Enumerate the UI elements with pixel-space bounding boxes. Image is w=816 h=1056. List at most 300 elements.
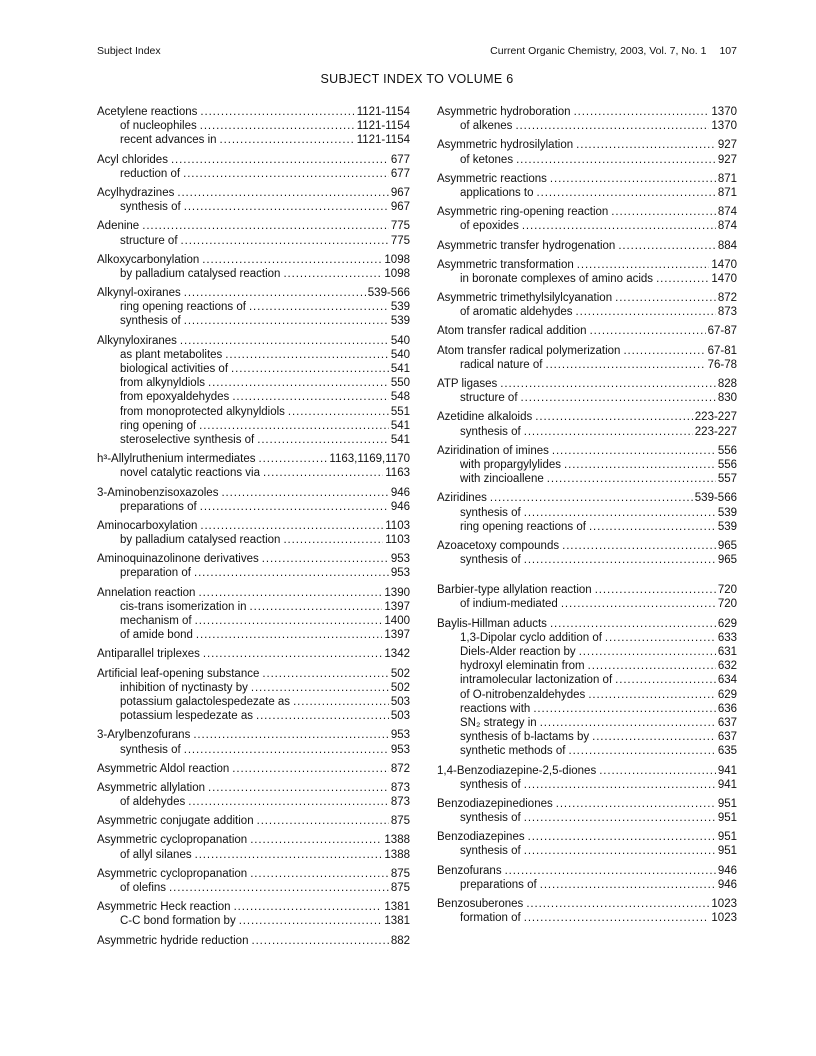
dot-leader xyxy=(528,830,716,844)
dot-leader xyxy=(180,334,389,348)
index-entry-row xyxy=(97,486,410,500)
index-subentry-row xyxy=(97,267,410,281)
index-entry-row xyxy=(437,291,737,305)
entry-page-number: 946 xyxy=(390,500,410,513)
entry-term: by palladium catalysed reaction xyxy=(120,267,281,280)
entry-page-number: 1098 xyxy=(384,253,410,266)
entry-term: Baylis-Hillman aducts xyxy=(437,617,547,630)
dot-leader xyxy=(181,234,389,248)
entry-page-number: 541 xyxy=(390,363,410,375)
entry-term: synthesis of xyxy=(460,845,521,858)
dot-leader xyxy=(200,119,355,133)
entry-term: Barbier-type allylation reaction xyxy=(437,584,592,597)
index-entry-group xyxy=(97,814,410,828)
index-entry-group xyxy=(97,867,410,895)
entry-term: Acetylene reactions xyxy=(97,106,198,118)
index-subentry-row xyxy=(437,425,737,439)
index-subentry-row xyxy=(97,566,410,580)
entry-term: Artificial leaf-opening substance xyxy=(97,667,260,680)
index-subentry-row xyxy=(97,614,410,628)
entry-page-number: 637 xyxy=(717,716,737,729)
entry-term: cis-trans isomerization in xyxy=(120,600,247,613)
dot-leader xyxy=(552,444,716,458)
index-subentry-row xyxy=(97,133,410,147)
entry-term: mechanism of xyxy=(120,615,192,627)
entry-page-number: 634 xyxy=(717,674,737,687)
dot-leader xyxy=(193,728,388,742)
dot-leader xyxy=(589,520,716,534)
dot-leader xyxy=(251,681,389,695)
index-entry-group xyxy=(437,377,737,405)
entry-page-number: 557 xyxy=(717,473,737,486)
entry-term: Asymmetric hydroboration xyxy=(437,106,571,118)
index-entry-group xyxy=(97,253,410,281)
dot-leader xyxy=(500,377,716,391)
index-subentry-row xyxy=(437,645,737,659)
dot-leader xyxy=(183,167,389,181)
entry-page-number: 223-227 xyxy=(694,425,737,438)
entry-term: from monoprotected alkynyldiols xyxy=(120,405,285,418)
dot-leader xyxy=(576,138,716,152)
index-entry-group xyxy=(437,617,737,759)
index-subentry-row xyxy=(437,844,737,858)
entry-term: synthetic methods of xyxy=(460,745,566,758)
entry-term: in boronate complexes of amino acids xyxy=(460,272,654,285)
index-entry-row xyxy=(437,172,737,186)
entry-page-number: 1381 xyxy=(384,901,410,914)
index-entry-row xyxy=(437,617,737,631)
entry-page-number: 967 xyxy=(390,186,410,199)
index-entry-group xyxy=(97,667,410,724)
dot-leader xyxy=(537,186,716,200)
dot-leader xyxy=(200,500,389,514)
index-entry-row xyxy=(437,830,737,844)
dot-leader xyxy=(618,239,715,253)
entry-page-number: 1381 xyxy=(384,915,410,928)
index-subentry-row xyxy=(97,167,410,181)
entry-page-number: 953 xyxy=(390,553,410,566)
entry-term: Alkynyloxiranes xyxy=(97,334,177,347)
entry-term: synthesis of xyxy=(120,743,181,756)
index-entry-row xyxy=(97,781,410,795)
entry-page-number: 951 xyxy=(717,812,737,825)
dot-leader xyxy=(545,358,705,372)
entry-page-number: 502 xyxy=(390,667,410,680)
index-subentry-row xyxy=(437,458,737,472)
dot-leader xyxy=(524,425,693,439)
dot-leader xyxy=(188,795,389,809)
dot-leader xyxy=(576,305,716,319)
dot-leader xyxy=(208,376,389,390)
entry-term: Asymmetric transfer hydrogenation xyxy=(437,239,616,252)
index-entry-row xyxy=(437,797,737,811)
dot-leader xyxy=(263,466,383,480)
dot-leader xyxy=(231,362,389,376)
index-subentry-row xyxy=(97,300,410,314)
running-head-left: Subject Index xyxy=(97,45,161,57)
dot-leader xyxy=(200,105,354,119)
entry-page-number: 871 xyxy=(717,172,737,185)
dot-leader xyxy=(250,867,389,881)
entry-term: Acyl chlorides xyxy=(97,153,168,166)
index-subentry-row xyxy=(437,778,737,792)
index-subentry-row xyxy=(97,881,410,895)
dot-leader xyxy=(588,659,716,673)
dot-leader xyxy=(656,272,709,286)
dot-leader xyxy=(234,900,383,914)
index-subentry-row xyxy=(437,186,737,200)
entry-page-number: 76-78 xyxy=(707,358,737,371)
dot-leader xyxy=(199,419,389,433)
entry-term: ATP ligases xyxy=(437,378,498,390)
entry-page-number: 556 xyxy=(717,458,737,471)
index-entry-group xyxy=(97,105,410,148)
entry-term: Aminoquinazolinone derivatives xyxy=(97,553,259,566)
entry-page-number: 1397 xyxy=(384,600,410,613)
entry-term: synthesis of xyxy=(460,554,521,567)
index-subentry-row xyxy=(437,597,737,611)
content-area xyxy=(97,45,737,953)
index-entry-row xyxy=(437,444,737,458)
index-entry-row xyxy=(97,586,410,600)
entry-term: synthesis of xyxy=(460,506,521,519)
index-subentry-row xyxy=(437,659,737,673)
entry-page-number: 539-566 xyxy=(367,287,410,300)
index-entry-group xyxy=(97,900,410,928)
dot-leader xyxy=(177,186,388,200)
index-subentry-row xyxy=(97,600,410,614)
dot-leader xyxy=(171,153,389,167)
entry-page-number: 941 xyxy=(717,778,737,791)
entry-term: Azoacetoxy compounds xyxy=(437,539,560,552)
index-subentry-row xyxy=(97,390,410,404)
entry-page-number: 629 xyxy=(717,617,737,630)
dot-leader xyxy=(524,506,716,520)
entry-page-number: 875 xyxy=(390,867,410,880)
entry-page-number: 967 xyxy=(390,201,410,214)
entry-term: Asymmetric hydrosilylation xyxy=(437,139,574,152)
entry-page-number: 503 xyxy=(390,695,410,708)
entry-page-number: 539 xyxy=(717,506,737,519)
entry-page-number: 946 xyxy=(717,864,737,877)
entry-term: formation of xyxy=(460,912,521,925)
dot-leader xyxy=(574,105,710,119)
index-entry-group xyxy=(97,781,410,809)
dot-leader xyxy=(490,491,693,505)
entry-term: synthesis of xyxy=(120,201,181,214)
entry-page-number: 539 xyxy=(390,301,410,314)
entry-page-number: 1121-1154 xyxy=(356,134,410,147)
entry-page-number: 720 xyxy=(717,584,737,597)
entry-term: SN₂ strategy in xyxy=(460,716,537,729)
dot-leader xyxy=(283,533,383,547)
dot-leader xyxy=(564,458,716,472)
entry-term: synthesis of xyxy=(460,425,521,438)
dot-leader xyxy=(293,695,389,709)
entry-term: steroselective synthesis of xyxy=(120,433,255,446)
dot-leader xyxy=(203,647,382,661)
entry-page-number: 677 xyxy=(390,167,410,180)
entry-page-number: 633 xyxy=(717,631,737,644)
entry-term: Alkynyl-oxiranes xyxy=(97,287,181,300)
index-entry-row xyxy=(97,900,410,914)
dot-leader xyxy=(232,390,389,404)
dot-leader xyxy=(521,391,716,405)
index-subentry-row xyxy=(97,433,410,447)
dot-leader xyxy=(505,864,716,878)
entry-page-number: 556 xyxy=(717,444,737,457)
entry-page-number: 1163,1169,1170 xyxy=(329,453,410,466)
dot-leader xyxy=(184,314,389,328)
entry-term: Benzodiazepines xyxy=(437,831,525,844)
index-subentry-row xyxy=(437,730,737,744)
dot-leader xyxy=(562,539,716,553)
index-subentry-row xyxy=(97,914,410,928)
index-entry-row xyxy=(97,647,410,661)
dot-leader xyxy=(524,811,716,825)
index-subentry-row xyxy=(437,153,737,167)
entry-page-number: 830 xyxy=(717,392,737,405)
index-entry-group xyxy=(437,797,737,825)
dot-leader xyxy=(611,205,716,219)
index-entry-row xyxy=(437,138,737,152)
entry-term: Benzosuberones xyxy=(437,898,524,910)
entry-page-number: 1390 xyxy=(384,586,410,599)
dot-leader xyxy=(526,897,709,911)
dot-leader xyxy=(232,762,389,776)
dot-leader xyxy=(250,600,383,614)
index-entry-group xyxy=(97,286,410,329)
dot-leader xyxy=(262,552,389,566)
index-subentry-row xyxy=(437,911,737,925)
entry-term: of O-nitrobenzaldehydes xyxy=(460,688,586,701)
entry-term: of epoxides xyxy=(460,220,519,233)
entry-page-number: 539 xyxy=(390,315,410,328)
index-entry-row xyxy=(97,762,410,776)
entry-term: of aldehydes xyxy=(120,796,186,809)
dot-leader xyxy=(577,258,710,272)
entry-page-number: 551 xyxy=(390,405,410,418)
index-entry-group xyxy=(97,153,410,181)
entry-term: recent advances in xyxy=(120,134,217,147)
index-subentry-row xyxy=(437,119,737,133)
page-title: SUBJECT INDEX TO VOLUME 6 xyxy=(320,72,514,86)
entry-term: Diels-Alder reaction by xyxy=(460,646,576,658)
dot-leader xyxy=(142,219,389,233)
entry-page-number: 223-227 xyxy=(694,411,737,424)
dot-leader xyxy=(599,764,716,778)
index-subentry-row xyxy=(437,358,737,372)
entry-page-number: 1342 xyxy=(384,648,410,661)
entry-term: Asymmetric allylation xyxy=(97,781,205,794)
index-subentry-row xyxy=(437,219,737,233)
entry-page-number: 539 xyxy=(717,520,737,533)
entry-term: radical nature of xyxy=(460,358,543,371)
index-entry-group xyxy=(437,138,737,166)
dot-leader xyxy=(550,617,716,631)
entry-page-number: 548 xyxy=(390,391,410,404)
dot-leader xyxy=(184,743,389,757)
dot-leader xyxy=(283,267,382,281)
entry-term: by palladium catalysed reaction xyxy=(120,534,281,547)
entry-page-number: 927 xyxy=(717,139,737,152)
index-subentry-row xyxy=(437,391,737,405)
dot-leader xyxy=(556,797,716,811)
entry-term: 3-Aminobenzisoxazoles xyxy=(97,486,219,499)
index-entry-group xyxy=(437,172,737,200)
entry-term: Annelation reaction xyxy=(97,586,196,599)
dot-leader xyxy=(540,878,716,892)
index-entry-row xyxy=(97,253,410,267)
entry-page-number: 1098 xyxy=(384,267,410,280)
entry-page-number: 946 xyxy=(390,486,410,499)
entry-page-number: 632 xyxy=(717,660,737,673)
dot-leader xyxy=(251,934,388,948)
entry-page-number: 965 xyxy=(717,554,737,567)
dot-leader xyxy=(561,597,716,611)
dot-leader xyxy=(288,405,389,419)
index-subentry-row xyxy=(437,673,737,687)
dot-leader xyxy=(198,586,382,600)
entry-page-number: 1470 xyxy=(711,258,737,271)
entry-term: structure of xyxy=(460,392,518,405)
entry-term: of amide bond xyxy=(120,629,193,642)
index-entry-group xyxy=(97,934,410,948)
index-entry-group xyxy=(437,539,737,567)
entry-term: Asymmetric conjugate addition xyxy=(97,815,254,828)
index-entry-group xyxy=(97,219,410,247)
index-subentry-row xyxy=(437,716,737,730)
dot-leader xyxy=(605,631,716,645)
dot-leader xyxy=(615,673,716,687)
dot-leader xyxy=(568,744,715,758)
entry-term: of nucleophiles xyxy=(120,120,197,133)
dot-leader xyxy=(249,300,389,314)
entry-term: hydroxyl eleminatin from xyxy=(460,660,585,673)
dot-leader xyxy=(524,553,716,567)
entry-page-number: 874 xyxy=(717,220,737,233)
index-entry-row xyxy=(437,258,737,272)
entry-page-number: 1121-1154 xyxy=(356,106,410,118)
index-subentry-row xyxy=(97,466,410,480)
entry-term: Aminocarboxylation xyxy=(97,519,198,532)
entry-page-number: 1023 xyxy=(711,898,737,910)
index-subentry-row xyxy=(97,533,410,547)
entry-term: as plant metabolites xyxy=(120,348,223,361)
index-subentry-row xyxy=(437,272,737,286)
entry-term: potassium lespedezate as xyxy=(120,710,253,723)
entry-page-number: 927 xyxy=(717,153,737,166)
entry-page-number: 1163 xyxy=(385,467,410,480)
dot-leader xyxy=(590,324,706,338)
index-subentry-row xyxy=(97,848,410,862)
dot-leader xyxy=(522,219,716,233)
index-entry-row xyxy=(437,205,737,219)
index-entry-group xyxy=(97,728,410,756)
entry-term: synthesis of xyxy=(460,778,521,791)
entry-term: synthesis of xyxy=(460,812,521,825)
dot-leader xyxy=(579,645,716,659)
entry-term: Asymmetric trimethylsilylcyanation xyxy=(437,292,613,305)
index-entry-row xyxy=(97,519,410,533)
index-column-right xyxy=(437,105,737,930)
entry-term: reactions with xyxy=(460,702,531,715)
index-entry-row xyxy=(97,728,410,742)
index-entry-group xyxy=(97,762,410,776)
entry-page-number: 1397 xyxy=(384,629,410,642)
entry-term: synthesis of xyxy=(120,315,181,328)
entry-page-number: 965 xyxy=(717,539,737,552)
entry-term: Antiparallel triplexes xyxy=(97,648,200,661)
entry-term: Aziridines xyxy=(437,492,487,505)
dot-leader xyxy=(196,628,383,642)
entry-term: Asymmetric hydride reduction xyxy=(97,934,249,947)
entry-page-number: 828 xyxy=(717,378,737,390)
entry-term: preparations of xyxy=(460,878,537,891)
entry-page-number: 875 xyxy=(390,815,410,828)
dot-leader xyxy=(225,348,389,362)
entry-term: Asymmetric reactions xyxy=(437,172,547,185)
entry-page-number: 1103 xyxy=(385,519,410,532)
entry-page-number: 629 xyxy=(717,688,737,701)
entry-page-number: 873 xyxy=(390,796,410,809)
index-subentry-row xyxy=(437,553,737,567)
index-entry-group xyxy=(97,586,410,643)
entry-term: 1,4-Benzodiazepine-2,5-diones xyxy=(437,764,597,777)
index-subentry-row xyxy=(437,472,737,486)
index-subentry-row xyxy=(97,200,410,214)
entry-page-number: 953 xyxy=(390,729,410,742)
entry-page-number: 541 xyxy=(390,433,410,446)
index-entry-group xyxy=(97,552,410,580)
index-entry-row xyxy=(437,105,737,119)
entry-term: ring opening reactions of xyxy=(120,301,246,314)
dot-leader xyxy=(200,519,383,533)
entry-term: h³-Allylruthenium intermediates xyxy=(97,453,256,466)
entry-page-number: 503 xyxy=(390,710,410,723)
entry-term: with propargylylides xyxy=(460,458,561,471)
entry-term: Asymmetric cyclopropanation xyxy=(97,867,248,880)
entry-page-number: 775 xyxy=(390,220,410,233)
index-column-left xyxy=(97,105,410,953)
index-entry-row xyxy=(437,897,737,911)
entry-term: 3-Arylbenzofurans xyxy=(97,729,191,742)
index-subentry-row xyxy=(437,702,737,716)
entry-term: 1,3-Dipolar cyclo addition of xyxy=(460,631,602,644)
index-entry-group xyxy=(437,444,737,487)
index-entry-group xyxy=(437,258,737,286)
dot-leader xyxy=(257,433,389,447)
index-entry-row xyxy=(97,667,410,681)
dot-leader xyxy=(592,730,716,744)
entry-page-number: 1388 xyxy=(384,848,410,861)
entry-term: C-C bond formation by xyxy=(120,915,236,928)
entry-term: of alkenes xyxy=(460,120,513,133)
index-subentry-row xyxy=(97,628,410,642)
index-entry-row xyxy=(437,344,737,358)
dot-leader xyxy=(250,833,382,847)
entry-term: ring opening reactions of xyxy=(460,520,586,533)
entry-term: of olefins xyxy=(120,882,167,894)
entry-term: ring opening of xyxy=(120,419,197,432)
index-entry-row xyxy=(97,153,410,167)
entry-page-number: 951 xyxy=(717,831,737,844)
dot-leader xyxy=(588,688,716,702)
index-entry-row xyxy=(97,552,410,566)
entry-page-number: 541 xyxy=(390,419,410,432)
folio-page-number: 107 xyxy=(719,45,737,57)
index-entry-group xyxy=(97,519,410,547)
